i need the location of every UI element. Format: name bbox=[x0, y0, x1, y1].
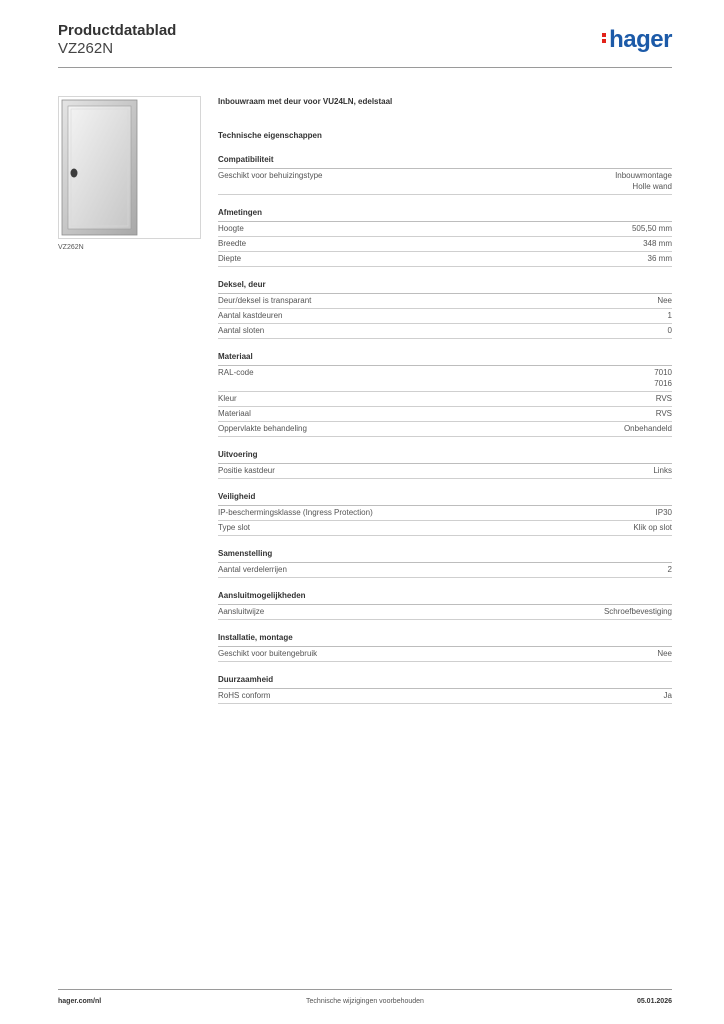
spec-group-title: Deksel, deur bbox=[218, 279, 672, 294]
spec-value-line: RVS bbox=[655, 394, 672, 403]
spec-label: Type slot bbox=[218, 523, 251, 532]
spec-value-line: 0 bbox=[667, 326, 672, 335]
spec-value-line: Links bbox=[653, 466, 672, 475]
spec-label: Geschikt voor buitengebruik bbox=[218, 649, 318, 658]
spec-row bbox=[218, 169, 672, 195]
spec-label: Materiaal bbox=[218, 409, 251, 418]
header-divider bbox=[58, 67, 672, 68]
spec-row bbox=[218, 366, 672, 392]
spec-value-line: Inbouwmontage bbox=[615, 171, 672, 180]
spec-label: Diepte bbox=[218, 254, 242, 263]
spec-value-line: Nee bbox=[657, 649, 672, 658]
spec-group bbox=[218, 632, 672, 662]
spec-group bbox=[218, 674, 672, 704]
spec-row bbox=[218, 407, 672, 422]
spec-label: Deur/deksel is transparant bbox=[218, 296, 312, 305]
product-description: Inbouwraam met deur voor VU24LN, edelstaal bbox=[218, 97, 393, 106]
spec-value-line: 1 bbox=[667, 311, 672, 320]
page-header bbox=[58, 22, 672, 58]
spec-label: RAL-code bbox=[218, 368, 254, 377]
spec-value bbox=[643, 238, 672, 249]
footer-date: 05.01.2026 bbox=[636, 998, 672, 1005]
spec-value bbox=[657, 648, 672, 659]
spec-value bbox=[654, 367, 672, 389]
door-frame-illustration bbox=[59, 97, 200, 238]
spec-value bbox=[632, 223, 672, 234]
spec-value bbox=[668, 310, 672, 321]
spec-group bbox=[218, 548, 672, 578]
spec-row bbox=[218, 521, 672, 536]
spec-label: Aantal kastdeuren bbox=[218, 311, 283, 320]
spec-row bbox=[218, 464, 672, 479]
spec-row bbox=[218, 294, 672, 309]
spec-label: Oppervlakte behandeling bbox=[218, 424, 307, 433]
logo-dots-icon bbox=[602, 31, 607, 45]
spec-value bbox=[633, 522, 672, 533]
spec-value-line: 7010 bbox=[654, 368, 672, 377]
spec-group bbox=[218, 491, 672, 536]
spec-value-line: Ja bbox=[663, 691, 672, 700]
spec-group bbox=[218, 279, 672, 339]
spec-label: Positie kastdeur bbox=[218, 466, 275, 475]
spec-row bbox=[218, 252, 672, 267]
spec-group bbox=[218, 351, 672, 437]
hager-logo: hager bbox=[602, 26, 672, 54]
spec-value-line: Onbehandeld bbox=[623, 424, 672, 433]
spec-label: RoHS conform bbox=[218, 691, 271, 700]
spec-group-title: Aansluitmogelijkheden bbox=[218, 590, 672, 605]
document-title: Productdatablad bbox=[58, 22, 177, 39]
spec-value bbox=[668, 325, 672, 336]
spec-group-title: Veiligheid bbox=[218, 491, 672, 506]
spec-group-title: Installatie, montage bbox=[218, 632, 672, 647]
spec-group-title: Uitvoering bbox=[218, 449, 672, 464]
spec-value-line: Holle wand bbox=[632, 182, 672, 191]
spec-value-line: 348 mm bbox=[643, 239, 672, 248]
footer-disclaimer: Technische wijzigingen voorbehouden bbox=[306, 998, 424, 1005]
spec-value bbox=[664, 690, 672, 701]
spec-label: IP-beschermingsklasse (Ingress Protection) bbox=[218, 508, 373, 517]
spec-row bbox=[218, 324, 672, 339]
spec-label: Kleur bbox=[218, 394, 237, 403]
spec-group-title: Samenstelling bbox=[218, 548, 672, 563]
spec-label: Breedte bbox=[218, 239, 247, 248]
spec-value-line: RVS bbox=[655, 409, 672, 418]
spec-value-line: Schroefbevestiging bbox=[603, 607, 672, 616]
spec-label: Aantal verdelerrijen bbox=[218, 565, 287, 574]
spec-row bbox=[218, 563, 672, 578]
spec-value bbox=[656, 393, 672, 404]
section-title: Technische eigenschappen bbox=[218, 131, 322, 140]
spec-row bbox=[218, 237, 672, 252]
spec-label: Hoogte bbox=[218, 224, 244, 233]
spec-group-title: Compatibiliteit bbox=[218, 154, 672, 169]
spec-value bbox=[624, 423, 672, 434]
spec-groups bbox=[218, 154, 672, 704]
spec-value bbox=[668, 564, 672, 575]
spec-row bbox=[218, 647, 672, 662]
spec-row bbox=[218, 689, 672, 704]
spec-group bbox=[218, 154, 672, 195]
spec-group bbox=[218, 449, 672, 479]
spec-label: Aansluitwijze bbox=[218, 607, 265, 616]
spec-group bbox=[218, 590, 672, 620]
spec-row bbox=[218, 422, 672, 437]
spec-row bbox=[218, 506, 672, 521]
spec-value-line: 7016 bbox=[654, 379, 672, 388]
spec-value bbox=[653, 465, 672, 476]
footer-website: hager.com/nl bbox=[58, 998, 102, 1005]
spec-row bbox=[218, 605, 672, 620]
spec-label: Aantal sloten bbox=[218, 326, 265, 335]
spec-value bbox=[615, 170, 672, 192]
product-code: VZ262N bbox=[58, 40, 114, 57]
spec-row bbox=[218, 222, 672, 237]
spec-value-line: 505,50 mm bbox=[631, 224, 672, 233]
spec-value-line: Nee bbox=[657, 296, 672, 305]
footer-divider bbox=[58, 989, 672, 990]
spec-value-line: 36 mm bbox=[647, 254, 672, 263]
product-image bbox=[58, 96, 201, 239]
spec-row bbox=[218, 309, 672, 324]
specifications bbox=[218, 96, 672, 704]
spec-value-line: Klik op slot bbox=[633, 523, 672, 532]
spec-group-title: Duurzaamheid bbox=[218, 674, 672, 689]
spec-value bbox=[657, 295, 672, 306]
spec-value bbox=[656, 507, 672, 518]
spec-value bbox=[604, 606, 672, 617]
spec-value-line: 2 bbox=[667, 565, 672, 574]
image-caption: VZ262N bbox=[58, 244, 84, 251]
spec-value bbox=[648, 253, 672, 264]
spec-label: Geschikt voor behuizingstype bbox=[218, 171, 323, 180]
spec-value-line: IP30 bbox=[655, 508, 672, 517]
spec-row bbox=[218, 392, 672, 407]
spec-value bbox=[656, 408, 672, 419]
spec-group bbox=[218, 207, 672, 267]
spec-group-title: Materiaal bbox=[218, 351, 672, 366]
spec-group-title: Afmetingen bbox=[218, 207, 672, 222]
